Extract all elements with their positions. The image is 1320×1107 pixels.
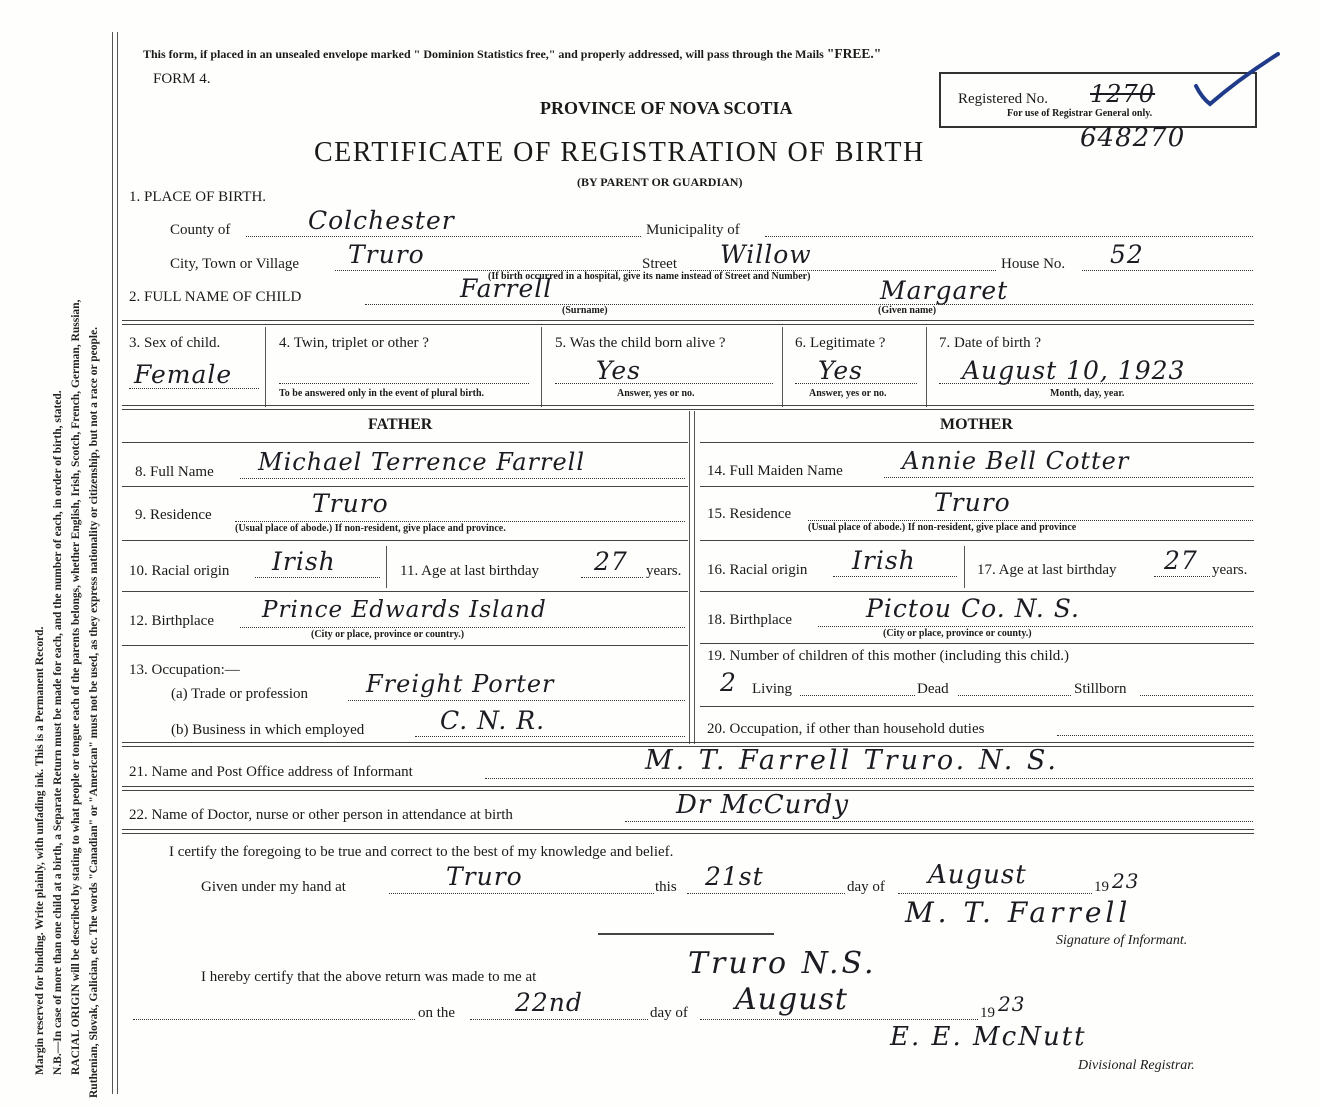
children-living-value: 2 <box>720 668 737 697</box>
informant-label: 21. Name and Post Office address of Informant <box>129 764 413 780</box>
mother-birthplace-value: Pictou Co. N. S. <box>866 594 1080 623</box>
place-of-birth-heading: 1. PLACE OF BIRTH. <box>129 189 267 205</box>
legitimate-caption: Answer, yes or no. <box>809 388 887 399</box>
child-name-label: 2. FULL NAME OF CHILD <box>129 289 302 305</box>
divider <box>122 442 688 443</box>
house-line <box>1082 270 1253 271</box>
mother-race-value: Irish <box>852 546 916 575</box>
divider <box>700 591 1254 592</box>
street-label: Street <box>642 256 677 272</box>
sex-value: Female <box>134 360 233 389</box>
divider <box>700 486 1254 487</box>
given-month-line <box>898 893 1092 894</box>
father-years-label: years. <box>646 563 682 579</box>
alive-line <box>555 383 773 384</box>
registration-number: 648270 <box>1080 123 1186 153</box>
dob-value: August 10, 1923 <box>962 356 1186 385</box>
father-residence-value: Truro <box>312 489 389 518</box>
divider <box>386 546 387 588</box>
registrar-month-value: August <box>735 982 848 1017</box>
margin-note-racial-origin: RACIAL ORIGIN will be described by stating to what people or tongue each of the parents belongs, whether English, Irish, Scotch, French, German, Russian, <box>70 299 82 1075</box>
mother-abode-note: (Usual place of abode.) If non-resident, give place and province <box>808 522 1077 533</box>
registrar-signature: E. E. McNutt <box>890 1022 1087 1052</box>
trade-label: (a) Trade or profession <box>171 686 309 702</box>
child-given-name: Margaret <box>880 276 1009 305</box>
surname-caption: (Surname) <box>562 305 608 316</box>
municipality-line <box>765 236 1253 237</box>
divider <box>964 546 965 588</box>
doctor-line <box>625 821 1253 822</box>
divider <box>700 442 1254 443</box>
margin-note-permanent-record: Margin reserved for binding. Write plainly, with unfading ink. This is a Permanent Record. <box>34 626 46 1075</box>
mother-birthplace-line <box>818 626 1253 627</box>
divider <box>122 591 688 592</box>
mother-age-line <box>1154 576 1210 577</box>
father-residence-label: 9. Residence <box>135 507 212 523</box>
certificate-subtitle: (BY PARENT OR GUARDIAN) <box>577 175 743 189</box>
hospital-note: (If birth occurred in a hospital, give its name instead of Street and Number) <box>488 271 811 282</box>
father-race-label: 10. Racial origin <box>129 563 230 579</box>
living-label: Living <box>752 681 792 697</box>
father-residence-line <box>235 521 685 522</box>
house-label: House No. <box>1001 256 1066 272</box>
mother-residence-value: Truro <box>934 488 1011 517</box>
business-line <box>415 736 685 737</box>
dead-line <box>958 695 1071 696</box>
registrar-statement: I hereby certify that the above return was made to me at <box>201 969 537 985</box>
checkmark-icon <box>1190 48 1285 110</box>
legitimate-value: Yes <box>818 356 863 385</box>
father-birthplace-note: (City or place, province or country.) <box>311 629 465 640</box>
divider <box>122 486 688 487</box>
registrar-year-prefix: 19 <box>980 1005 995 1021</box>
informant-signature-caption: Signature of Informant. <box>1056 933 1188 948</box>
mother-birthplace-note: (City or place, province or county.) <box>883 628 1032 639</box>
registrar-caption: Divisional Registrar. <box>1078 1058 1195 1073</box>
divider <box>700 706 1254 707</box>
stillborn-label: Stillborn <box>1074 681 1127 697</box>
mother-occupation-line <box>1057 735 1253 736</box>
business-value: C. N. R. <box>440 706 546 735</box>
registrar-place-value: Truro N.S. <box>688 946 877 981</box>
informant-signature: M. T. Farrell <box>905 896 1132 929</box>
municipality-label: Municipality of <box>646 222 740 238</box>
mother-age-label: 17. Age at last birthday <box>977 562 1117 578</box>
on-the-label: on the <box>418 1005 456 1021</box>
given-name-caption: (Given name) <box>878 305 937 316</box>
father-age-label: 11. Age at last birthday <box>400 563 539 579</box>
county-label: County of <box>170 222 231 238</box>
father-occupation-label: 13. Occupation:— <box>129 662 240 678</box>
divider <box>122 540 688 541</box>
business-label: (b) Business in which employed <box>171 722 365 738</box>
certificate-title: CERTIFICATE OF REGISTRATION OF BIRTH <box>314 137 925 168</box>
dead-label: Dead <box>917 681 949 697</box>
binding-margin-line <box>112 32 113 1094</box>
county-value: Colchester <box>308 206 455 235</box>
father-abode-note: (Usual place of abode.) If non-resident, give place and province. <box>235 523 506 534</box>
child-name-line <box>365 304 1253 305</box>
father-birthplace-line <box>240 627 685 628</box>
children-count-label: 19. Number of children of this mother (including this child.) <box>707 648 1070 664</box>
registered-no-value: 1270 <box>1090 80 1156 108</box>
city-label: City, Town or Village <box>170 256 300 272</box>
alive-value: Yes <box>596 356 641 385</box>
mother-birthplace-label: 18. Birthplace <box>707 612 792 628</box>
mother-heading: MOTHER <box>940 416 1013 433</box>
dob-caption: Month, day, year. <box>1050 388 1125 399</box>
mail-notice: This form, if placed in an unsealed envelope marked " Dominion Statistics free," and properly addressed, will pass through the Mails "FREE." <box>143 46 882 61</box>
informant-value: M. T. Farrell Truro. N. S. <box>645 745 1059 776</box>
divider <box>700 643 1254 644</box>
mother-residence-line <box>808 520 1253 521</box>
divider <box>782 327 783 407</box>
given-place-value: Truro <box>446 862 523 891</box>
registered-no-label: Registered No. <box>958 91 1048 107</box>
doctor-value: Dr McCurdy <box>676 790 850 820</box>
father-age-line <box>581 577 643 578</box>
signature-line <box>598 933 774 935</box>
mother-name-line <box>884 477 1253 478</box>
mother-years-label: years. <box>1212 562 1248 578</box>
twin-label: 4. Twin, triplet or other ? <box>279 335 429 351</box>
certify-statement: I certify the foregoing to be true and correct to the best of my knowledge and belief. <box>169 844 674 860</box>
day-of-label: day of <box>847 879 885 895</box>
father-birthplace-value: Prince Edwards Island <box>262 597 547 623</box>
given-month-value: August <box>928 860 1027 890</box>
registrar-day-of-label: day of <box>650 1005 688 1021</box>
given-day-value: 21st <box>705 862 764 891</box>
father-race-line <box>255 577 380 578</box>
twin-line <box>279 383 529 384</box>
this-label: this <box>655 879 677 895</box>
divider-certification <box>122 829 1254 834</box>
mother-age-value: 27 <box>1164 546 1198 575</box>
column-divider-2 <box>694 411 695 744</box>
doctor-label: 22. Name of Doctor, nurse or other person in attendance at birth <box>129 807 513 823</box>
alive-caption: Answer, yes or no. <box>617 388 695 399</box>
registrar-day-value: 22nd <box>515 988 583 1017</box>
twin-note: To be answered only in the event of plural birth. <box>279 388 485 399</box>
divider <box>265 327 266 407</box>
mother-name-label: 14. Full Maiden Name <box>707 463 843 479</box>
given-place-line <box>389 893 654 894</box>
divider-row-3 <box>122 320 1254 325</box>
trade-value: Freight Porter <box>366 670 555 698</box>
sex-label: 3. Sex of child. <box>129 335 221 351</box>
divider <box>122 645 688 646</box>
father-age-value: 27 <box>594 547 628 576</box>
father-birthplace-label: 12. Birthplace <box>129 613 214 629</box>
alive-label: 5. Was the child born alive ? <box>555 335 726 351</box>
binding-margin-line-2 <box>117 32 118 1094</box>
given-year-value: 23 <box>1112 869 1140 893</box>
house-value: 52 <box>1110 240 1144 269</box>
registrar-month-line <box>700 1019 978 1020</box>
mother-residence-label: 15. Residence <box>707 506 792 522</box>
year-prefix: 19 <box>1094 879 1109 895</box>
living-line <box>800 695 915 696</box>
mother-race-label: 16. Racial origin <box>707 562 808 578</box>
informant-line <box>485 778 1253 779</box>
margin-note-nationality: Ruthenian, Slovak, Galician, etc. The words "Canadian" or "American" must not be used, as they express nationality or citizenship, but not a race or people. <box>88 326 100 1098</box>
county-line <box>246 236 641 237</box>
father-name-label: 8. Full Name <box>135 464 214 480</box>
father-heading: FATHER <box>368 416 433 433</box>
mother-name-value: Annie Bell Cotter <box>902 447 1130 475</box>
registrar-year-value: 23 <box>998 992 1026 1016</box>
given-under-label: Given under my hand at <box>201 879 346 895</box>
divider-parents <box>122 405 1254 410</box>
given-day-line <box>687 893 845 894</box>
column-divider <box>689 411 690 744</box>
mother-occupation-label: 20. Occupation, if other than household duties <box>707 721 985 737</box>
trade-line <box>348 700 685 701</box>
registrar-day-line <box>470 1019 648 1020</box>
divider <box>541 327 542 407</box>
city-value: Truro <box>348 240 425 269</box>
divider <box>926 327 927 407</box>
margin-note-multiple-births: N.B.—In case of more than one child at a birth, a Separate Return must be made for each, and the number of each, in order of birth, stated. <box>52 390 64 1075</box>
child-surname: Farrell <box>460 274 553 303</box>
province-title: PROVINCE OF NOVA SCOTIA <box>540 98 793 118</box>
father-name-value: Michael Terrence Farrell <box>258 448 586 476</box>
dob-label: 7. Date of birth ? <box>939 335 1042 351</box>
street-value: Willow <box>720 240 812 269</box>
registrar-general-note: For use of Registrar General only. <box>1007 108 1153 119</box>
legitimate-label: 6. Legitimate ? <box>795 335 886 351</box>
mother-race-line <box>833 576 957 577</box>
form-number: FORM 4. <box>153 71 211 87</box>
father-race-value: Irish <box>272 547 336 576</box>
registrar-lead-line <box>133 1019 415 1020</box>
divider <box>700 540 1254 541</box>
stillborn-line <box>1140 695 1253 696</box>
father-name-line <box>240 478 685 479</box>
